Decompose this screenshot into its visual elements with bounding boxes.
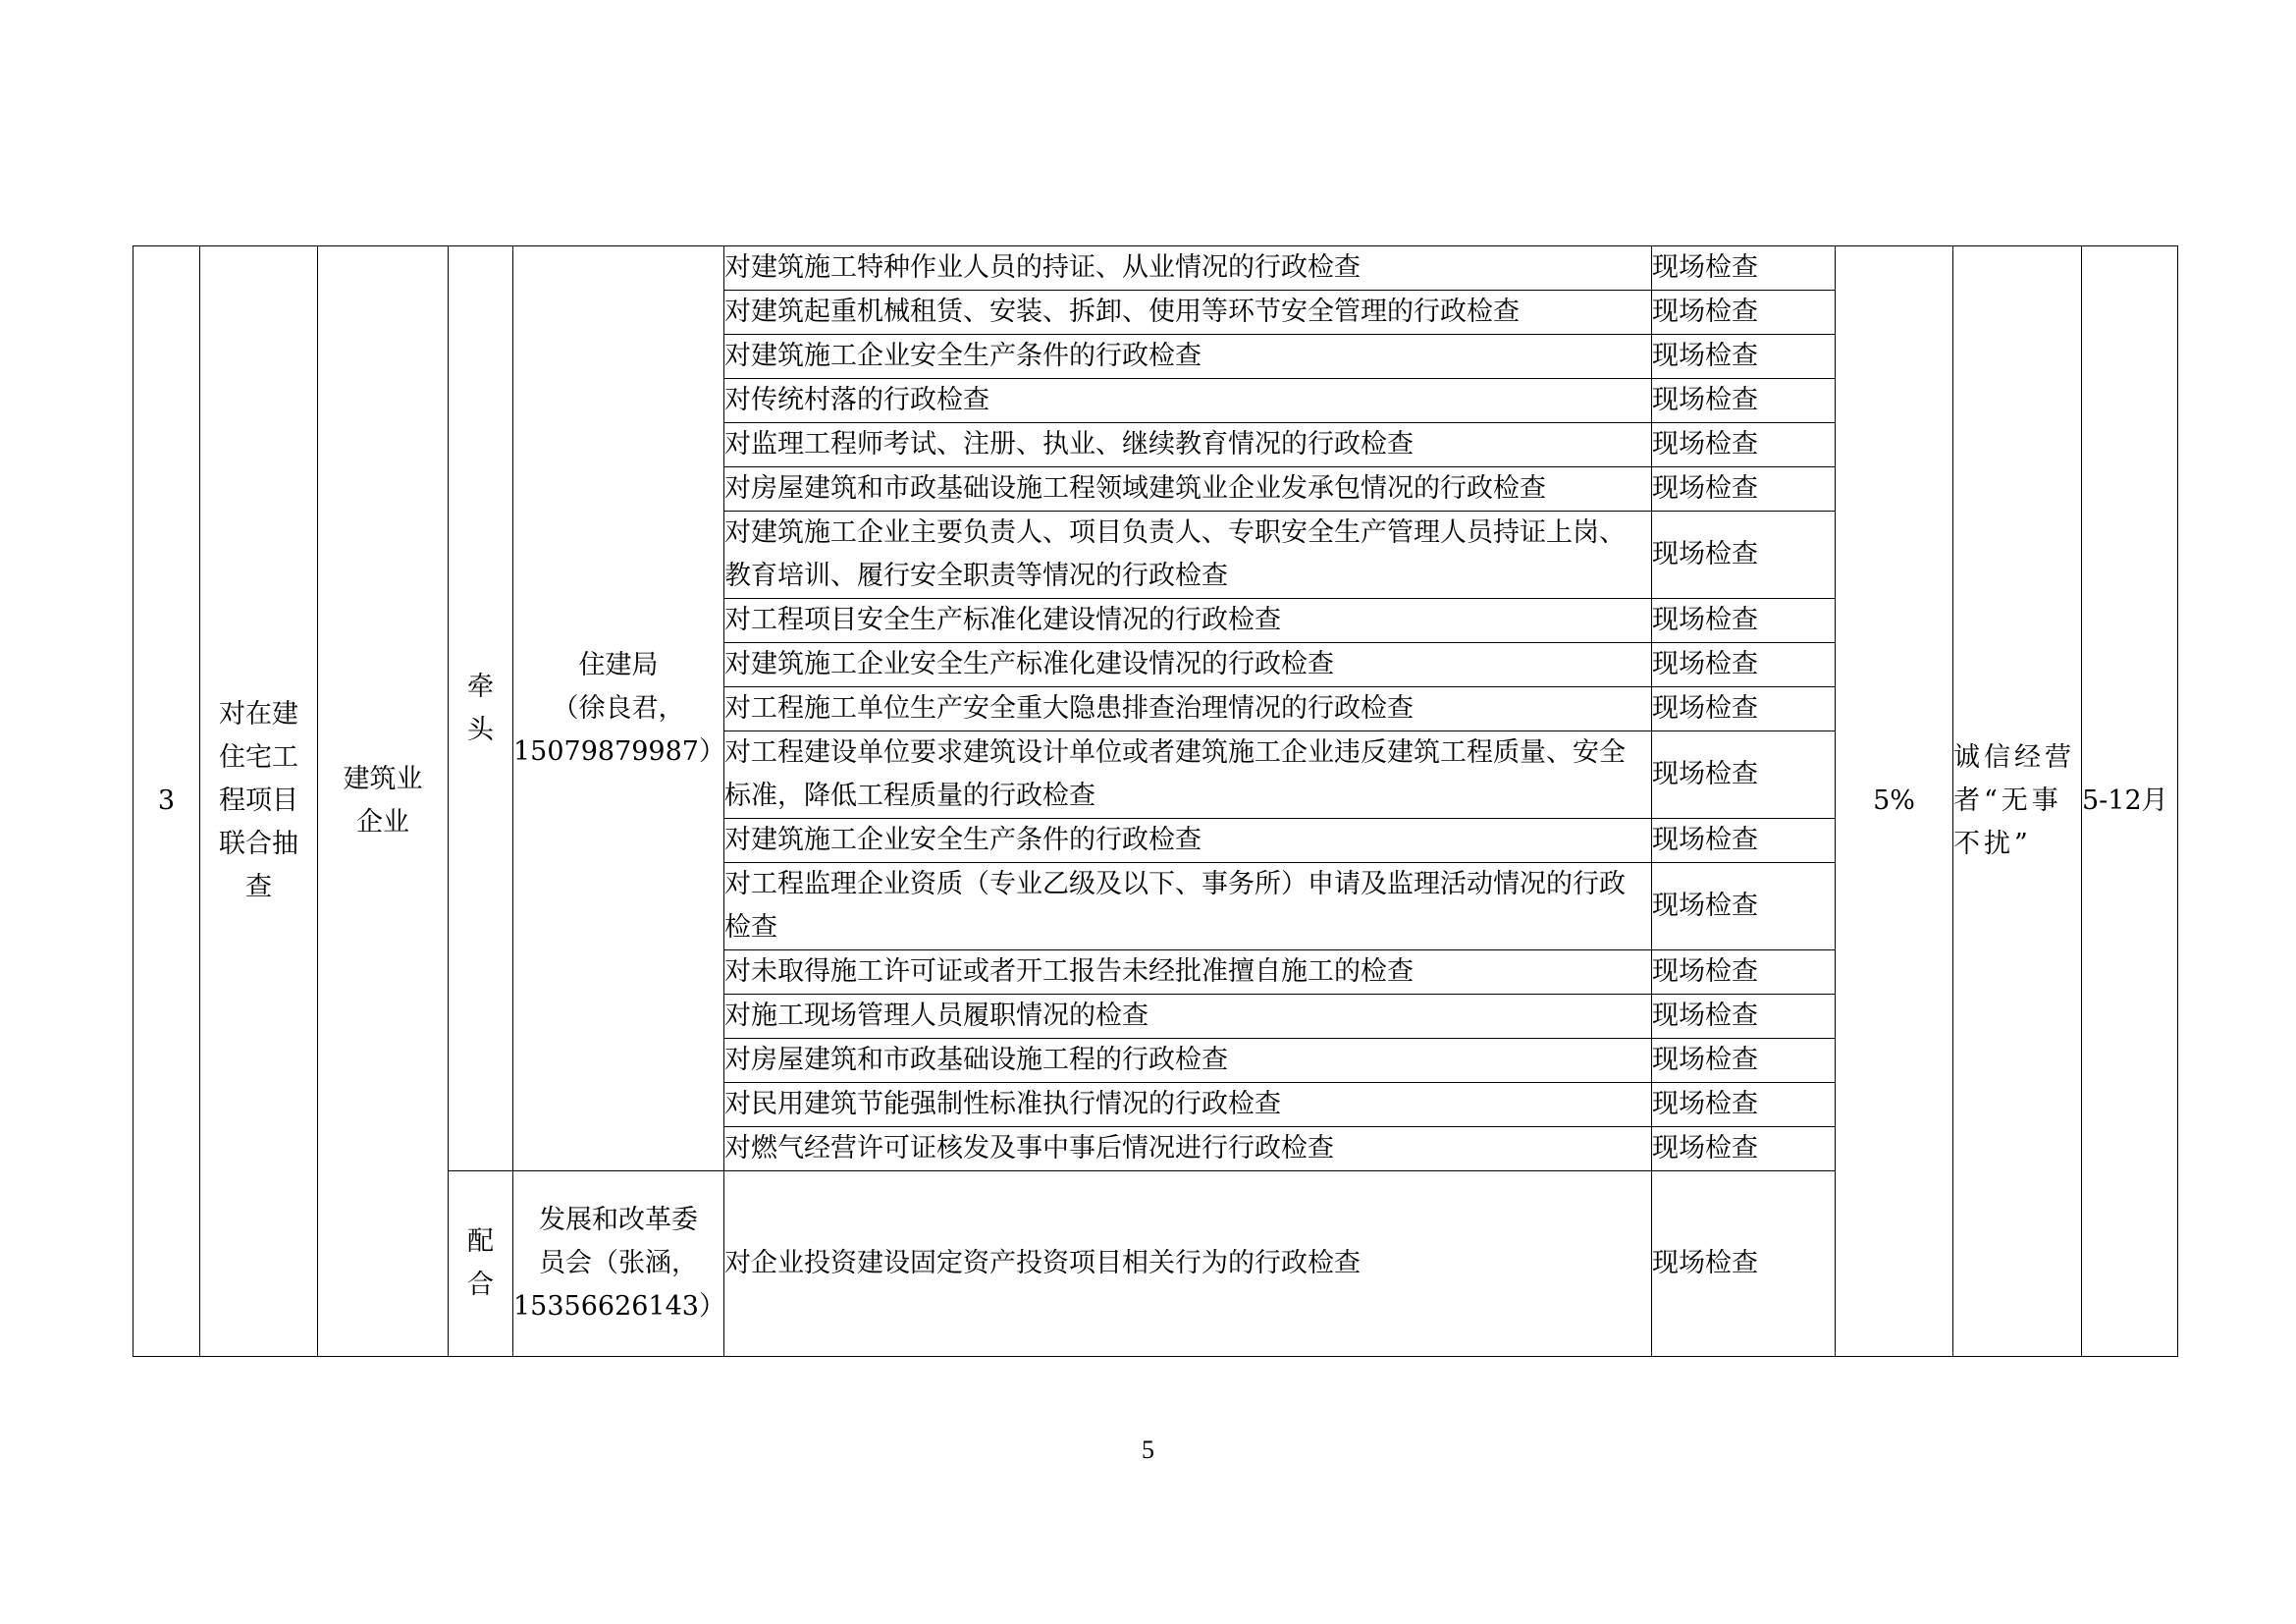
lead-dept-phone: 15079879987） [513,735,725,767]
lead-dept-name: 住建局 [578,649,659,680]
inspection-item-cell: 对建筑施工企业安全生产标准化建设情况的行政检查 [724,643,1652,687]
inspection-item-cell: 对建筑施工特种作业人员的持证、从业情况的行政检查 [724,246,1652,291]
target-industry-cell: 建筑业企业 [318,246,449,1357]
inspection-method-cell: 现场检查 [1652,819,1836,863]
inspection-item-cell: 对传统村落的行政检查 [724,379,1652,423]
inspection-method-cell: 现场检查 [1652,995,1836,1039]
inspection-table [133,245,2178,1357]
inspection-method-cell: 现场检查 [1652,379,1836,423]
inspection-item-cell: 对工程项目安全生产标准化建设情况的行政检查 [724,599,1652,643]
target-group-cell: 诚信经营者“无事不扰” [1953,246,2082,1357]
inspection-item-cell: 对建筑施工企业安全生产条件的行政检查 [724,335,1652,379]
sampling-ratio-cell: 5% [1836,246,1953,1357]
inspection-method-cell: 现场检查 [1652,291,1836,335]
inspection-item-cell: 对工程监理企业资质（专业乙级及以下、事务所）申请及监理活动情况的行政检查 [724,863,1652,950]
lead-dept-contact: （徐良君， [552,692,685,724]
inspection-method-cell: 现场检查 [1652,599,1836,643]
inspection-method-cell: 现场检查 [1652,1171,1836,1357]
inspection-method-cell: 现场检查 [1652,512,1836,599]
inspection-item-cell: 对房屋建筑和市政基础设施工程的行政检查 [724,1039,1652,1083]
inspection-method-cell: 现场检查 [1652,246,1836,291]
inspection-method-cell: 现场检查 [1652,467,1836,512]
inspection-method-cell: 现场检查 [1652,863,1836,950]
task-name-cell: 对在建住宅工程项目联合抽查 [200,246,318,1357]
coop-dept-cell [513,1171,724,1357]
inspection-item-cell: 对工程建设单位要求建筑设计单位或者建筑施工企业违反建筑工程质量、安全标准，降低工程质量的行政检查 [724,731,1652,819]
inspection-method-cell: 现场检查 [1652,1039,1836,1083]
lead-role-cell: 牵头 [449,246,513,1171]
inspection-item-cell: 对未取得施工许可证或者开工报告未经批准擅自施工的检查 [724,950,1652,995]
inspection-item-cell: 对房屋建筑和市政基础设施工程领域建筑业企业发承包情况的行政检查 [724,467,1652,512]
coop-dept-phone: 15356626143） [513,1291,725,1322]
inspection-method-cell: 现场检查 [1652,687,1836,731]
inspection-item-cell: 对燃气经营许可证核发及事中事后情况进行行政检查 [724,1127,1652,1171]
table-row [133,246,2178,291]
inspection-method-cell: 现场检查 [1652,335,1836,379]
inspection-item-cell: 对施工现场管理人员履职情况的检查 [724,995,1652,1039]
inspection-item-cell: 对建筑起重机械租赁、安装、拆卸、使用等环节安全管理的行政检查 [724,291,1652,335]
inspection-method-cell: 现场检查 [1652,731,1836,819]
time-cell: 5-12月 [2082,246,2178,1357]
coop-role-cell: 配合 [449,1171,513,1357]
page-number: 5 [1142,1435,1154,1464]
inspection-method-cell: 现场检查 [1652,950,1836,995]
inspection-item-cell: 对建筑施工企业安全生产条件的行政检查 [724,819,1652,863]
inspection-item-cell: 对民用建筑节能强制性标准执行情况的行政检查 [724,1083,1652,1127]
inspection-item-cell: 对企业投资建设固定资产投资项目相关行为的行政检查 [724,1171,1652,1357]
inspection-item-cell: 对监理工程师考试、注册、执业、继续教育情况的行政检查 [724,423,1652,467]
coop-dept-contact: 员会（张涵， [539,1248,698,1278]
inspection-item-cell: 对建筑施工企业主要负责人、项目负责人、专职安全生产管理人员持证上岗、教育培训、履行安全职责等情况的行政检查 [724,512,1652,599]
lead-dept-cell [513,246,724,1171]
inspection-table-body [133,246,2178,1357]
row-number-cell: 3 [133,246,200,1357]
inspection-item-cell: 对工程施工单位生产安全重大隐患排查治理情况的行政检查 [724,687,1652,731]
inspection-method-cell: 现场检查 [1652,1083,1836,1127]
coop-dept-name: 发展和改革委 [539,1205,698,1235]
inspection-method-cell: 现场检查 [1652,423,1836,467]
inspection-method-cell: 现场检查 [1652,1127,1836,1171]
inspection-method-cell: 现场检查 [1652,643,1836,687]
